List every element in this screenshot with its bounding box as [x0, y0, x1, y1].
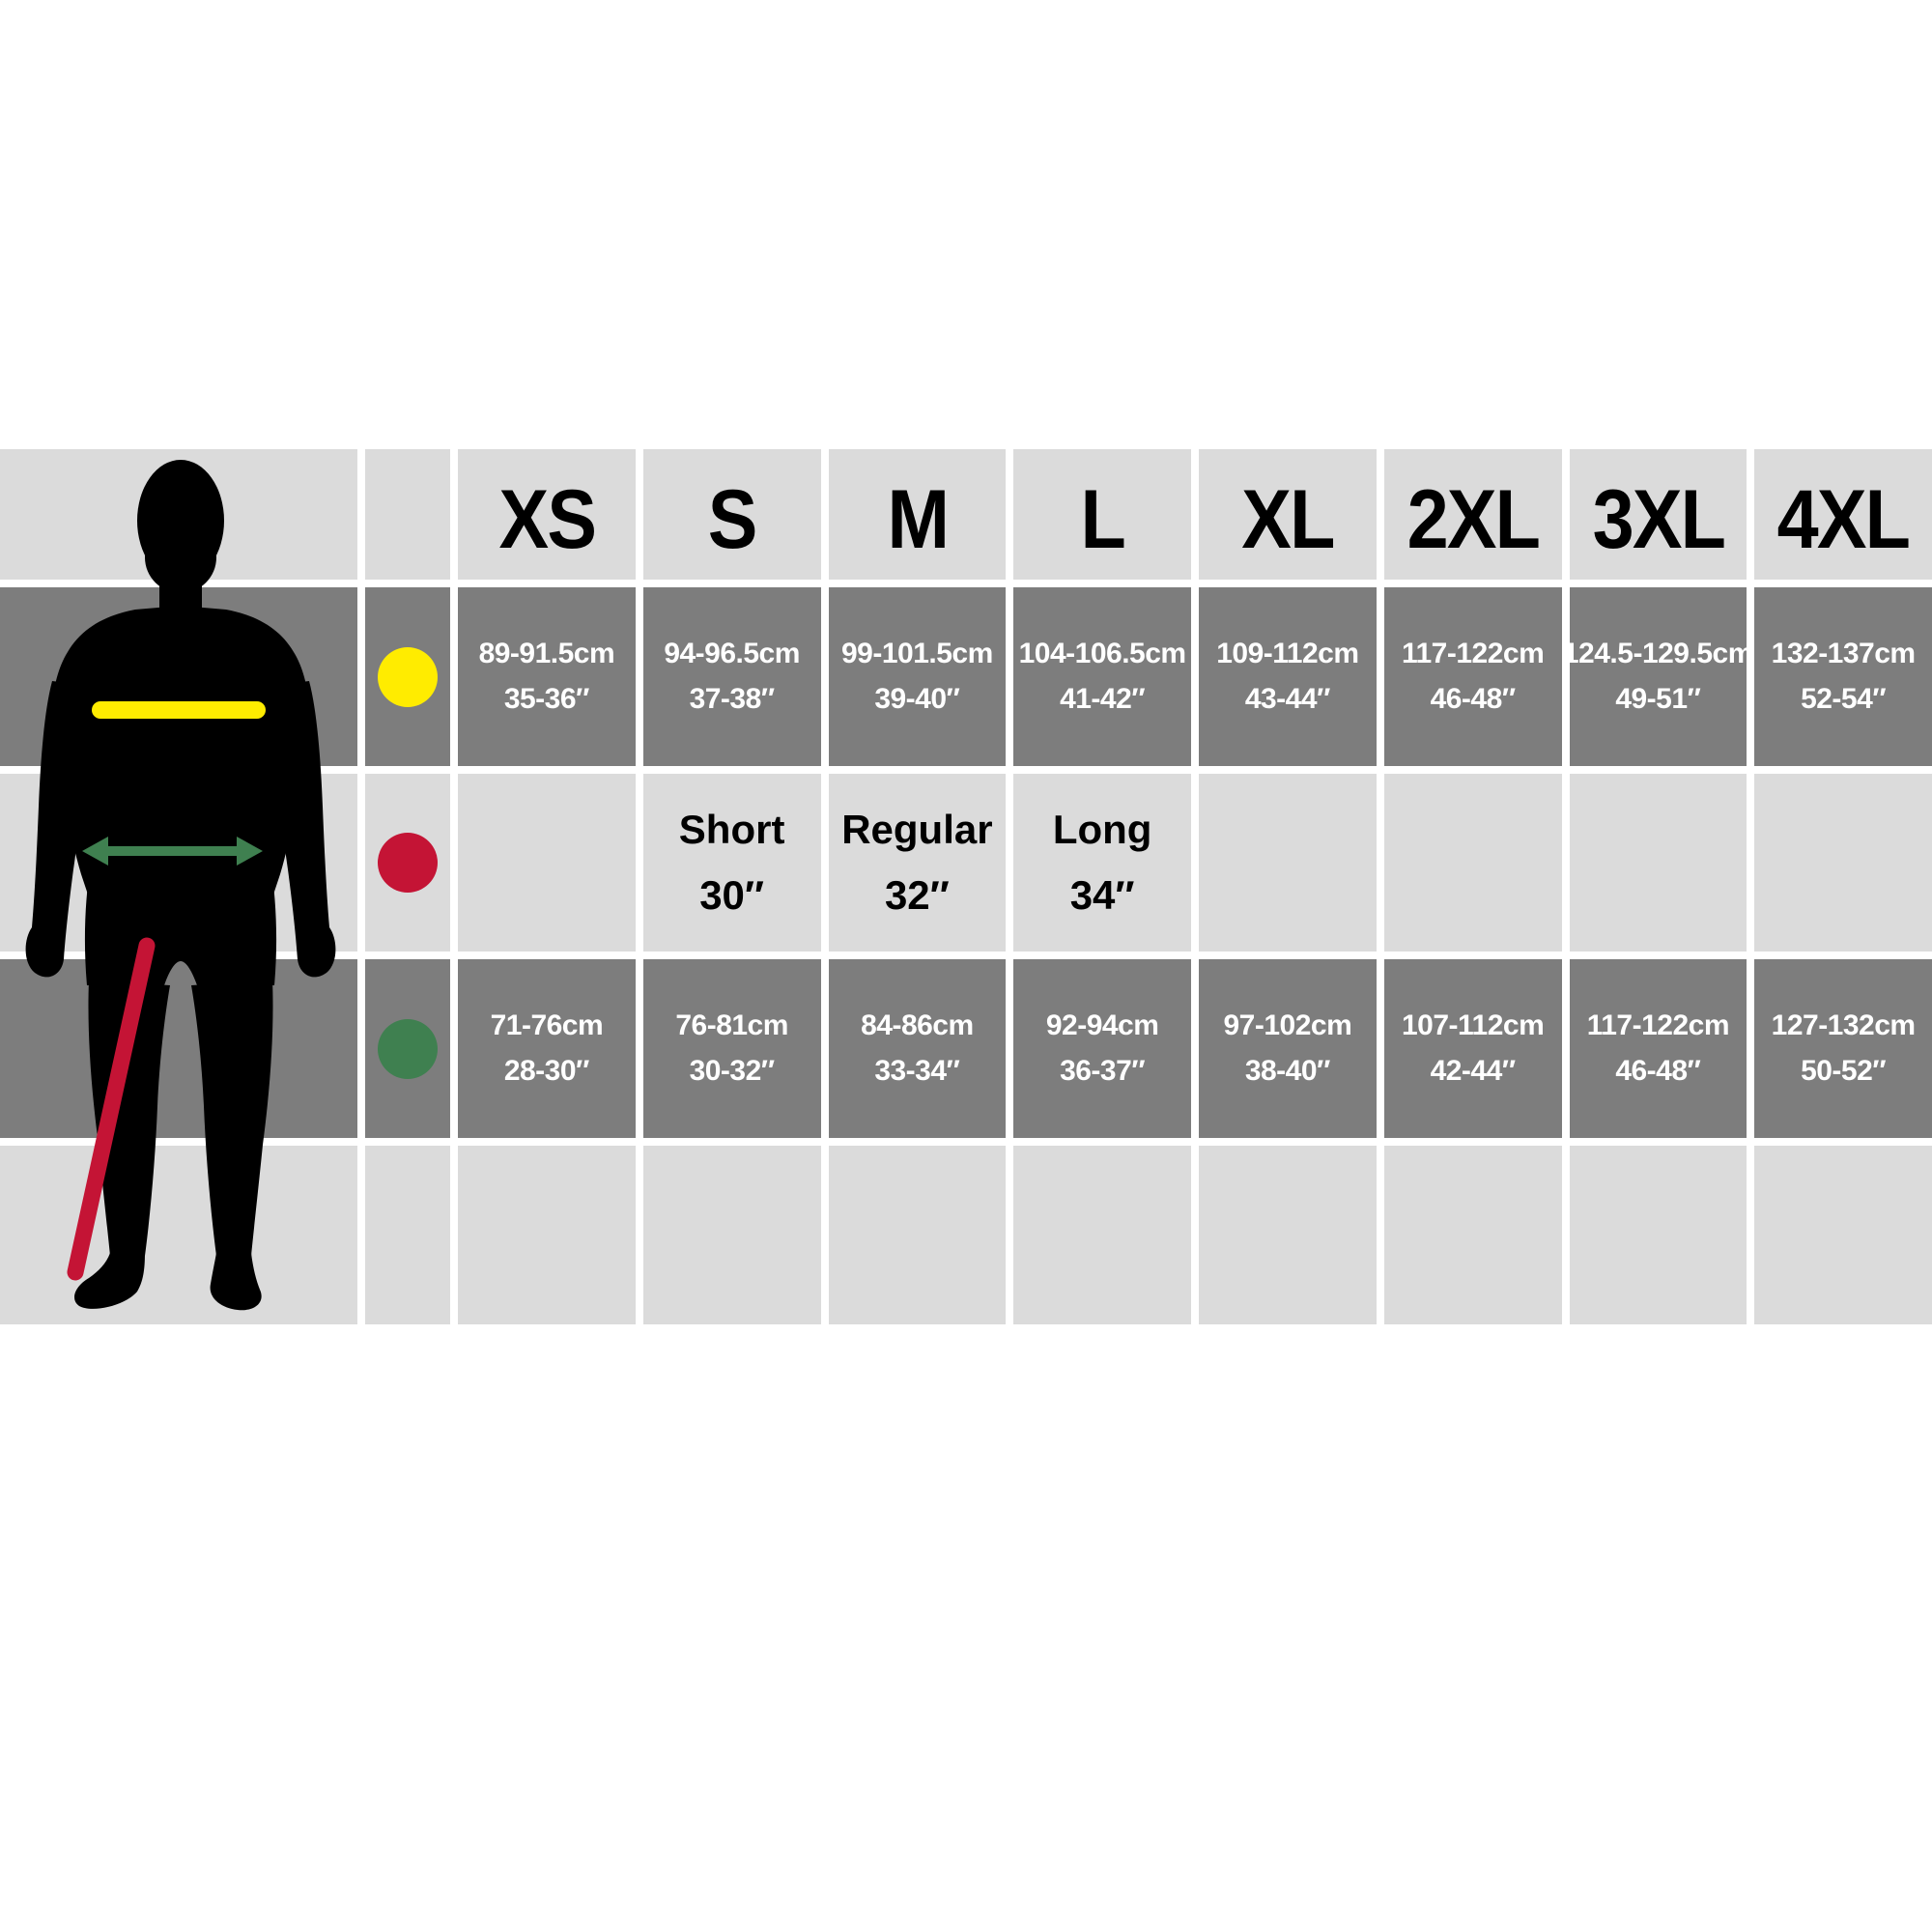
- figure-cell-feet-band: [0, 1146, 357, 1324]
- leg-dot-icon: [378, 833, 438, 893]
- chest-cell-l: [1013, 587, 1191, 766]
- leg-cell-3xl: [1570, 774, 1747, 952]
- leg-indicator-cell: [365, 774, 450, 952]
- footer-cell-2xl: [1384, 1146, 1562, 1324]
- figure-cell-hip-band: [0, 774, 357, 952]
- footer-cell-l: [1013, 1146, 1191, 1324]
- leg-s-inch: 30″: [699, 872, 765, 918]
- chest-xl-cm: 109-112cm: [1216, 638, 1359, 669]
- size-header-m-label: M: [887, 473, 948, 566]
- size-chart-table: [0, 449, 1932, 1324]
- size-header-l: [1013, 449, 1191, 580]
- leg-cell-l: [1013, 774, 1191, 952]
- leg-cell-m: [829, 774, 1007, 952]
- chest-cell-m: [829, 587, 1007, 766]
- waist-4xl-inch: 50-52″: [1801, 1054, 1887, 1087]
- chest-s-inch: 37-38″: [689, 682, 775, 715]
- chest-m-cm: 99-101.5cm: [840, 638, 993, 669]
- chest-xl-inch: 43-44″: [1244, 682, 1330, 715]
- size-header-xl: [1199, 449, 1377, 580]
- size-header-xl-label: XL: [1241, 473, 1334, 566]
- waist-l-inch: 36-37″: [1060, 1054, 1146, 1087]
- chest-xs-cm: 89-91.5cm: [478, 638, 615, 669]
- waist-dot-icon: [378, 1019, 438, 1079]
- figure-cell-thigh-band: [0, 959, 357, 1138]
- size-header-3xl-label: 3XL: [1592, 473, 1724, 566]
- waist-cell-xl: [1199, 959, 1377, 1138]
- waist-xl-cm: 97-102cm: [1223, 1009, 1352, 1041]
- leg-m-inch: 32″: [884, 872, 950, 918]
- size-header-l-label: L: [1080, 473, 1124, 566]
- chest-4xl-cm: 132-137cm: [1771, 638, 1916, 669]
- waist-3xl-inch: 46-48″: [1615, 1054, 1701, 1087]
- leg-s-label: Short: [678, 807, 785, 852]
- footer-cell-3xl: [1570, 1146, 1747, 1324]
- size-header-xs: [458, 449, 636, 580]
- size-header-2xl: [1384, 449, 1562, 580]
- leg-l-label: Long: [1052, 807, 1152, 852]
- leg-cell-4xl: [1754, 774, 1932, 952]
- waist-cell-3xl: [1570, 959, 1747, 1138]
- figure-cell-header: [0, 449, 357, 580]
- chest-cell-s: [643, 587, 821, 766]
- chest-3xl-inch: 49-51″: [1615, 682, 1701, 715]
- size-header-3xl: [1570, 449, 1747, 580]
- waist-2xl-inch: 42-44″: [1430, 1054, 1516, 1087]
- waist-xl-inch: 38-40″: [1244, 1054, 1330, 1087]
- waist-2xl-cm: 107-112cm: [1401, 1009, 1545, 1041]
- chest-cell-2xl: [1384, 587, 1562, 766]
- chest-4xl-inch: 52-54″: [1801, 682, 1887, 715]
- indicator-cell-footer: [365, 1146, 450, 1324]
- chest-cell-3xl: [1562, 587, 1753, 766]
- leg-cell-s: [643, 774, 821, 952]
- chest-m-inch: 39-40″: [874, 682, 960, 715]
- figure-cell-chest-band: [0, 587, 357, 766]
- waist-cell-2xl: [1384, 959, 1562, 1138]
- waist-cell-m: [829, 959, 1007, 1138]
- chest-2xl-inch: 46-48″: [1430, 682, 1516, 715]
- waist-cell-s: [643, 959, 821, 1138]
- chest-cell-4xl: [1754, 587, 1932, 766]
- waist-l-cm: 92-94cm: [1045, 1009, 1159, 1041]
- chest-l-cm: 104-106.5cm: [1018, 638, 1186, 669]
- waist-xs-inch: 28-30″: [503, 1054, 589, 1087]
- chest-cell-xl: [1199, 587, 1377, 766]
- footer-cell-m: [829, 1146, 1007, 1324]
- leg-cell-2xl: [1384, 774, 1562, 952]
- waist-xs-cm: 71-76cm: [490, 1009, 604, 1041]
- leg-m-label: Regular: [841, 807, 993, 852]
- waist-cell-4xl: [1754, 959, 1932, 1138]
- chest-s-cm: 94-96.5cm: [664, 638, 800, 669]
- size-header-s-label: S: [707, 473, 756, 566]
- chest-2xl-cm: 117-122cm: [1401, 638, 1545, 669]
- footer-cell-4xl: [1754, 1146, 1932, 1324]
- waist-cell-xs: [458, 959, 636, 1138]
- chest-3xl-cm: 124.5-129.5cm: [1562, 638, 1753, 669]
- size-header-s: [643, 449, 821, 580]
- leg-cell-xl: [1199, 774, 1377, 952]
- chest-xs-inch: 35-36″: [503, 682, 589, 715]
- chest-cell-xs: [458, 587, 636, 766]
- size-header-m: [829, 449, 1007, 580]
- size-header-4xl-label: 4XL: [1776, 473, 1910, 566]
- indicator-cell-header: [365, 449, 450, 580]
- waist-cell-l: [1013, 959, 1191, 1138]
- footer-cell-xs: [458, 1146, 636, 1324]
- size-header-xs-label: XS: [498, 473, 595, 566]
- waist-s-cm: 76-81cm: [675, 1009, 788, 1041]
- leg-l-inch: 34″: [1069, 872, 1135, 918]
- chest-dot-icon: [378, 647, 438, 707]
- size-header-2xl-label: 2XL: [1406, 473, 1539, 566]
- size-header-4xl: [1754, 449, 1932, 580]
- waist-m-cm: 84-86cm: [861, 1009, 974, 1041]
- waist-4xl-cm: 127-132cm: [1771, 1009, 1916, 1041]
- footer-cell-s: [643, 1146, 821, 1324]
- leg-cell-xs: [458, 774, 636, 952]
- footer-cell-xl: [1199, 1146, 1377, 1324]
- waist-s-inch: 30-32″: [689, 1054, 775, 1087]
- waist-3xl-cm: 117-122cm: [1586, 1009, 1730, 1041]
- chest-l-inch: 41-42″: [1060, 682, 1146, 715]
- waist-m-inch: 33-34″: [874, 1054, 960, 1087]
- chest-indicator-cell: [365, 587, 450, 766]
- waist-indicator-cell: [365, 959, 450, 1138]
